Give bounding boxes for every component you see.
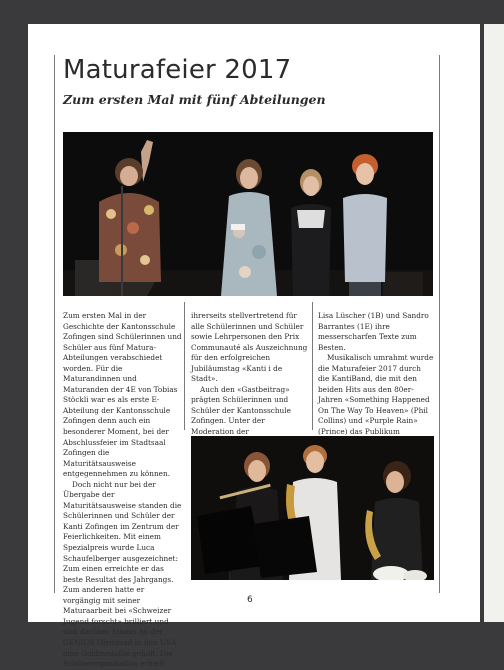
col2-paragraph-1: ihrerseits stellvertretend für alle Schülerinnen und Schüler sowie Lehrpersonen den Prix Communauté als Auszeichnung für den erfolgreichen Jubiläumstag «Kanti i de Stadt». [191,311,308,384]
page-number: 6 [247,595,253,605]
right-rule [439,55,440,593]
left-rule [54,55,55,593]
col2-paragraph-2: Auch den «Gastbeitrag» prägten Schülerinnen und Schüler der Kantonsschule Zofingen. Unter der Moderation der [191,384,291,437]
article-title: Maturafeier 2017 [63,55,292,85]
column-rule-1 [184,302,185,430]
col3-paragraph-2 [318,353,434,448]
col1-paragraph-2: Doch nicht nur bei der Übergabe der Maturitätsausweise standen die Schülerinnen und Schüler der Kanti Zofingen im Zentrum der Feierlichkeiten. Mit einem Spezialpreis wurde Luca Schaufelberger ausgezeichnet: Zum einen erreichte er das beste Resultat des Jahrgangs. Zum anderen hatte er vorgängig mit seiner Maturaarbeit bei «Schweizer Jugend forscht» brilliert und sich darüber hinaus an der GENIUS Olympiad in den USA eine Goldmedaille geholt. Die Schülerorganisation erhielt [63,479,182,669]
article-subtitle: Zum ersten Mal mit fünf Abteilungen [63,92,326,107]
facing-page-edge [484,24,504,622]
band-photo [191,436,434,580]
stage-photo [63,132,433,296]
col3-paragraph-2-text: Musikalisch umrahmt wurde die Maturafeier 2017 durch die KantiBand, die mit den beiden Hits aus den 80er-Jahren «Something Happened On The Way To Heaven» (Phil Collins) und «Purple Rain» (Prince) das Publikum [318,353,434,437]
col1-paragraph-1: Zum ersten Mal in der Geschichte der Kantonsschule Zofingen sind Schülerinnen und Schüler aus fünf Matura-Abteilungen verabschiedet worden. Für die Maturandinnen und Maturanden der 4E von Tobias Stöckli war es als erste E-Abteilung der Kantonsschule Zofingen denn auch ein besonderer Moment, bei der Abschlussfeier im Stadtsaal Zofingen die Maturitätsausweise entgegennehmen zu können. [63,311,182,479]
text-column-1 [63,311,182,670]
column-rule-2 [312,302,313,430]
text-column-3 [318,311,434,448]
col3-paragraph-1: Lisa Lüscher (1B) und Sandro Barrantes (1E) ihre messerscharfen Texte zum Besten. [318,311,429,352]
